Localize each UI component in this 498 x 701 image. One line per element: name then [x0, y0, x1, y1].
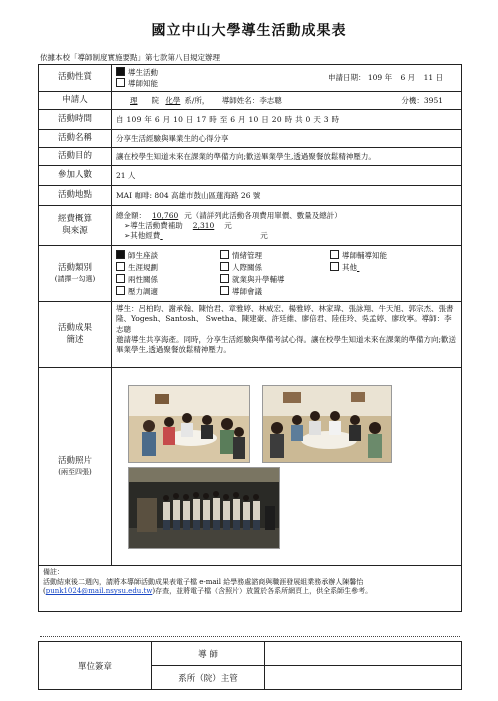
- category-option[interactable]: 生涯規劃: [116, 262, 220, 273]
- category-option[interactable]: 兩性關係: [116, 274, 220, 285]
- notes-cell: [39, 566, 462, 612]
- checkbox-icon[interactable]: [116, 262, 125, 271]
- category-label: 活動類別 (請擇一勾選): [39, 246, 112, 302]
- signature-table: [38, 641, 462, 690]
- photos-label: 活動照片 (兩至四張): [39, 368, 112, 566]
- checkbox-icon[interactable]: [116, 78, 125, 87]
- mentor-name: 李志聰: [259, 95, 282, 105]
- regulation-basis: 依據本校「導師制度實施要點」第七款第八目規定辦理: [40, 53, 220, 62]
- nature-option[interactable]: 導師知能: [116, 78, 158, 89]
- participant-count: 21 人: [112, 166, 462, 186]
- summary-description: 邀請導生共享海產。同時，分享生活經驗與準備考試心得。讓在校學生知道未來在課業的準備方向;歡送畢業學生,透過聚餐放鬆精神壓力。: [116, 334, 457, 354]
- checkbox-icon[interactable]: [220, 262, 229, 271]
- category-option[interactable]: 壓力調適: [116, 286, 220, 297]
- extension: 3951: [423, 95, 443, 105]
- time-value: 自 109 年 6 月 10 日 17 時 至 6 月 10 日 20 時 共 0 天 3 時: [112, 110, 462, 130]
- category-option[interactable]: 導師輔導知能: [330, 250, 457, 261]
- summary-participants: 導生：呂柏昀、謝承翰、陳怡君、章雅婷、林威宏、楊雅婷、林家瑋、張詠翔、牛天旭、郭宗杰、張書隆、Yogesh、Santosh、 Swetha、陳建豪、許廷維、廖倍君、陸佳玲、吳孟婷、廖玫寧。導師：李志聰: [116, 304, 454, 334]
- nature-option[interactable]: 導生活動: [116, 67, 158, 78]
- activity-purpose: 讓在校學生知道未來在課業的準備方向;歡送畢業學生,透過聚餐放鬆精神壓力。: [112, 148, 462, 166]
- apply-date: 申請日期： 109 年 6 月 11 日: [328, 73, 443, 83]
- photo-2-image: [263, 386, 391, 462]
- head-signature-label: 系所（院）主管: [152, 666, 265, 690]
- nature-label: 活動性質: [39, 65, 112, 92]
- summary-label: 活動成果 簡述: [39, 302, 112, 368]
- dept-field[interactable]: 化學: [165, 95, 181, 105]
- activity-name: 分享生活經驗與畢業生的心得分享: [112, 130, 462, 148]
- category-option[interactable]: 師生座談: [116, 250, 220, 261]
- checkbox-checked-icon[interactable]: [116, 250, 125, 259]
- checkbox-icon[interactable]: [330, 250, 339, 259]
- photo-3-image: [129, 468, 279, 548]
- nature-options: [116, 67, 158, 89]
- notes-line-1: 活動結束後二週內，請將本導師活動成果表電子檔 e-mail 給學務處諮商與職涯發展組業務承辦人陳馨怡: [43, 577, 364, 586]
- checkbox-icon[interactable]: [330, 262, 339, 271]
- subsidy-amount[interactable]: 2,310: [192, 220, 215, 230]
- time-label: 活動時間: [39, 110, 112, 130]
- other-amount[interactable]: [160, 231, 260, 241]
- photos-cell: [112, 368, 462, 566]
- activity-photo-1: [128, 385, 250, 463]
- category-option[interactable]: 就業與升學輔導: [220, 274, 330, 285]
- participants-label: 參加人數: [39, 166, 112, 186]
- nature-cell: [112, 65, 462, 92]
- arrow-icon: ➢: [124, 230, 131, 240]
- category-cell: [112, 246, 462, 302]
- photo-1-image: [129, 386, 249, 462]
- total-amount[interactable]: 10,760: [152, 210, 179, 220]
- budget-cell: 總金額： 10,760 元（請詳列此活動各項費用單價、數量及總計） ➢導生活動費補助 2,310 元 ➢其他經費 元: [112, 206, 462, 246]
- summary-cell: [112, 302, 462, 368]
- category-option[interactable]: 人際關係: [220, 262, 330, 273]
- activity-location: MAI 咖啡: 804 高雄市鼓山區蓮海路 26 號: [112, 186, 462, 206]
- head-signature-field[interactable]: [265, 666, 462, 690]
- checkbox-checked-icon[interactable]: [116, 67, 125, 76]
- checkbox-icon[interactable]: [220, 250, 229, 259]
- name-label: 活動名稱: [39, 130, 112, 148]
- category-option[interactable]: 情緒管理: [220, 250, 330, 261]
- arrow-icon: ➢: [124, 220, 131, 230]
- activity-form: [38, 64, 462, 612]
- page-title: 國立中山大學導生活動成果表: [151, 23, 347, 39]
- divider: [40, 636, 460, 637]
- mentor-signature-label: 導 師: [152, 642, 265, 666]
- notes-line-2: (punk1024@mail.nsysu.edu.tw)存查，並將電子檔（含照片）放置於各系所網頁上，供全系師生參考。: [43, 587, 373, 596]
- checkbox-icon[interactable]: [116, 286, 125, 295]
- activity-photo-3: [128, 467, 280, 549]
- applicant-cell: 理 院 化學 系/所， 導師姓名：李志聰 分機：3951: [112, 92, 462, 110]
- college-field[interactable]: 理: [130, 95, 138, 105]
- mentor-signature-field[interactable]: [265, 642, 462, 666]
- contact-email-link[interactable]: punk1024@mail.nsysu.edu.tw: [45, 587, 153, 596]
- applicant-label: 申請人: [39, 92, 112, 110]
- checkbox-icon[interactable]: [116, 274, 125, 283]
- notes-title: 備註：: [43, 568, 64, 577]
- category-option[interactable]: 導師會議: [220, 286, 330, 297]
- purpose-label: 活動目的: [39, 148, 112, 166]
- checkbox-icon[interactable]: [220, 274, 229, 283]
- checkbox-icon[interactable]: [220, 286, 229, 295]
- signature-label: 單位簽章: [39, 642, 152, 690]
- activity-photo-2: [262, 385, 392, 463]
- location-label: 活動地點: [39, 186, 112, 206]
- category-option[interactable]: 其他: [330, 262, 457, 273]
- budget-label: 經費概算 與來源: [39, 206, 112, 246]
